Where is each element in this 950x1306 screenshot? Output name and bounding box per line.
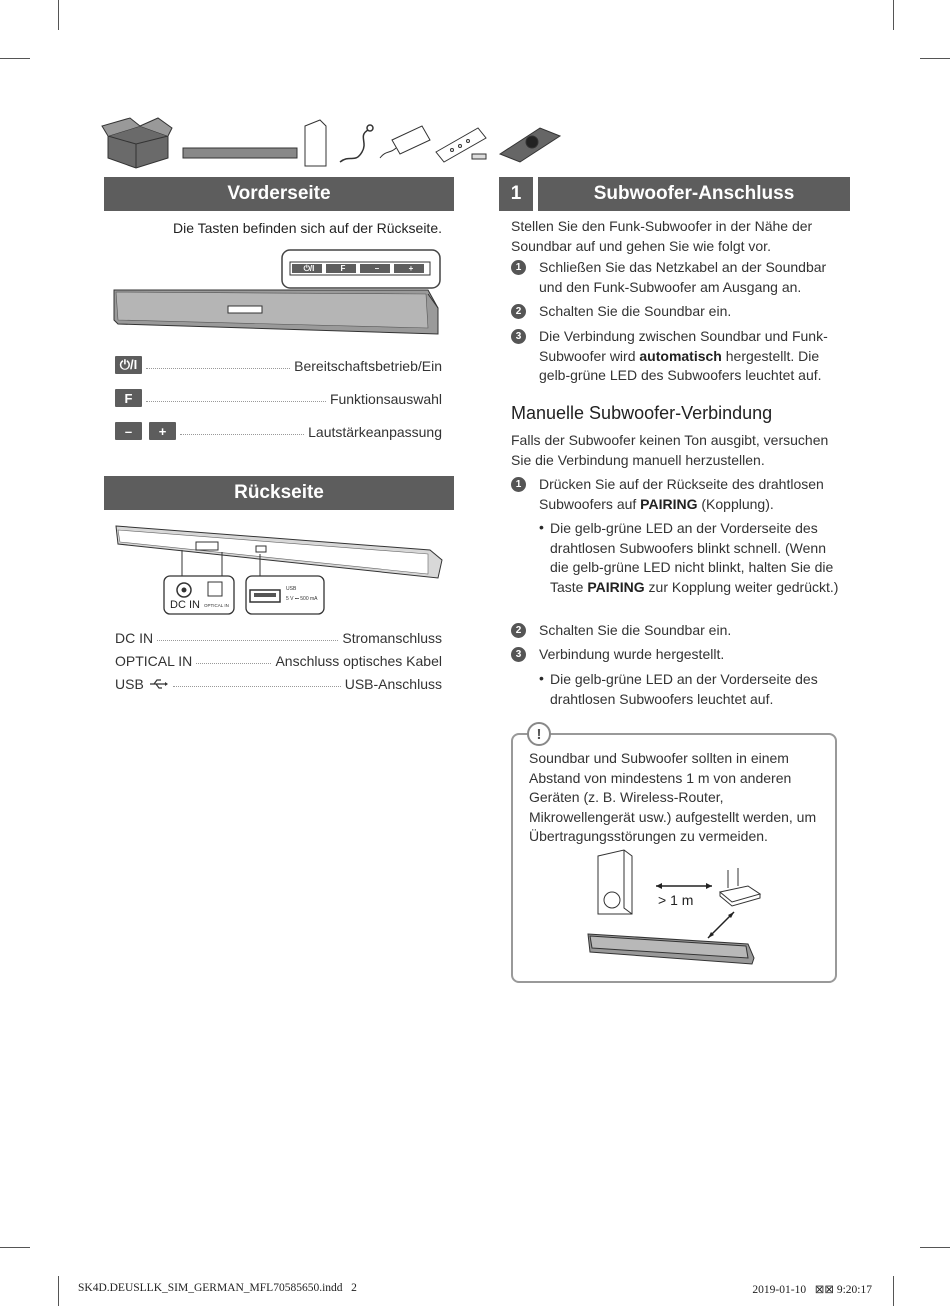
distance-label: > 1 m [658, 892, 694, 908]
panel-key-function: F [340, 264, 346, 273]
subwoofer-icon [305, 120, 326, 166]
callout-dcin: DC IN [170, 599, 200, 611]
section-header-subwoofer: Subwoofer-Anschluss [538, 177, 850, 211]
usb-icon [149, 678, 169, 690]
step-text: Schalten Sie die Soundbar ein. [539, 303, 732, 319]
minus-key-icon: – [115, 422, 142, 440]
crop-mark [893, 1276, 894, 1306]
step-number-icon: 1 [511, 477, 526, 492]
bullet-text: Die gelb-grüne LED an der Vorderseite des drahtlosen Subwoofers blinkt schnell. (Wenn die gelb-grüne LED nicht blinkt, halten Sie die Taste PAIRING zur Kopplung weiter gedrückt.) [550, 520, 839, 595]
panel-key-minus: – [374, 264, 380, 273]
back-row-dcin [115, 630, 442, 646]
crop-mark [0, 1247, 30, 1248]
front-row-volume [115, 422, 442, 440]
back-row-label: USB-Anschluss [344, 676, 442, 692]
front-row-label: Funktionsauswahl [329, 391, 442, 407]
step-text: Schalten Sie die Soundbar ein. [539, 622, 732, 638]
footer-file: SK4D.DEUSLLK_SIM_GERMAN_MFL70585650.indd 2 [78, 1282, 357, 1294]
panel-key-labels [292, 264, 432, 274]
back-row-usb [115, 676, 442, 692]
step-number-badge: 1 [499, 177, 533, 211]
panel-key-plus: + [408, 264, 414, 273]
step-number-icon: 3 [511, 329, 526, 344]
front-row-function [115, 389, 442, 407]
function-key-icon: F [115, 389, 142, 407]
crop-mark [920, 1247, 950, 1248]
bullet-dot: • [539, 519, 544, 535]
back-row-key: USB [115, 676, 144, 692]
soundbar-drawing [588, 934, 754, 964]
step-text: Die Verbindung zwischen Soundbar und Funk-Subwoofer wird automatisch hergestellt. Die gelb-grüne LED des Subwoofers leuchtet auf. [539, 328, 828, 383]
section-header-front: Vorderseite [104, 177, 454, 211]
step-text: Drücken Sie auf der Rückseite des drahtlosen Subwoofers auf PAIRING (Kopplung). [539, 476, 824, 512]
callout-usb-spec: 5 V ⎓ 500 mA [286, 596, 318, 602]
crop-mark [893, 0, 894, 30]
power-key-icon: ⏻/I [115, 356, 142, 374]
crop-mark [920, 58, 950, 59]
back-row-optical [115, 653, 442, 669]
step-number-icon: 1 [511, 260, 526, 275]
manual-connection-title: Manuelle Subwoofer-Verbindung [511, 403, 773, 423]
manual-intro-text: Falls der Subwoofer keinen Ton ausgibt, versuchen Sie die Verbindung manuell herzustellen. [511, 432, 829, 468]
step-number-icon: 3 [511, 647, 526, 662]
back-soundbar-illustration [112, 520, 447, 620]
router-drawing [720, 868, 760, 906]
adapter-icon [380, 126, 430, 158]
plus-key-icon: + [149, 422, 176, 440]
soundbar-icon [183, 148, 297, 158]
step-text: Schließen Sie das Netzkabel an der Soundbar und den Funk-Subwoofer am Ausgang an. [539, 259, 827, 295]
front-row-label: Bereitschaftsbetrieb/Ein [294, 358, 442, 374]
step-number-icon: 2 [511, 304, 526, 319]
bullet-text: Die gelb-grüne LED an der Vorderseite des drahtlosen Subwoofers leuchtet auf. [550, 671, 818, 707]
back-row-key: OPTICAL IN [115, 653, 193, 669]
crop-mark [0, 58, 30, 59]
crop-mark [58, 1276, 59, 1306]
front-row-label: Lautstärkeanpassung [308, 424, 442, 440]
bullet-dot: • [539, 670, 544, 686]
manual-icon [500, 128, 560, 162]
note-icon: ! [527, 722, 551, 746]
subwoofer-drawing [598, 850, 632, 914]
cable-icon [340, 125, 373, 162]
panel-key-power: ⏻/I [303, 264, 315, 273]
package-contents-illustration [100, 114, 570, 174]
note-text: Soundbar und Subwoofer sollten in einem Abstand von mindestens 1 m von anderen Geräten (z. B. Wireless-Router, Mikrowellengerät usw.) aufgestellt werden, um Übertragungsstörungen zu vermeiden. [529, 750, 817, 844]
front-note: Die Tasten befinden sich auf der Rückseite. [172, 220, 442, 236]
step-number-icon: 2 [511, 623, 526, 638]
remote-icon [436, 128, 486, 162]
crop-mark [58, 0, 59, 30]
front-soundbar-illustration [110, 248, 445, 343]
section-header-back: Rückseite [104, 476, 454, 510]
front-row-power [115, 356, 442, 374]
callout-optical: OPTICAL IN [204, 603, 229, 608]
step-text: Verbindung wurde hergestellt. [539, 646, 725, 662]
intro-text: Stellen Sie den Funk-Subwoofer in der Nähe der Soundbar auf und gehen Sie wie folgt vor. [511, 218, 813, 254]
back-row-key: DC IN [115, 630, 154, 646]
back-row-label: Anschluss optisches Kabel [275, 653, 442, 669]
box-icon [102, 118, 172, 168]
footer-timestamp: 2019-01-10 ⊠⊠ 9:20:17 [752, 1284, 872, 1296]
back-row-label: Stromanschluss [342, 630, 442, 646]
distance-illustration [584, 848, 774, 968]
callout-usb: USB [286, 586, 297, 592]
